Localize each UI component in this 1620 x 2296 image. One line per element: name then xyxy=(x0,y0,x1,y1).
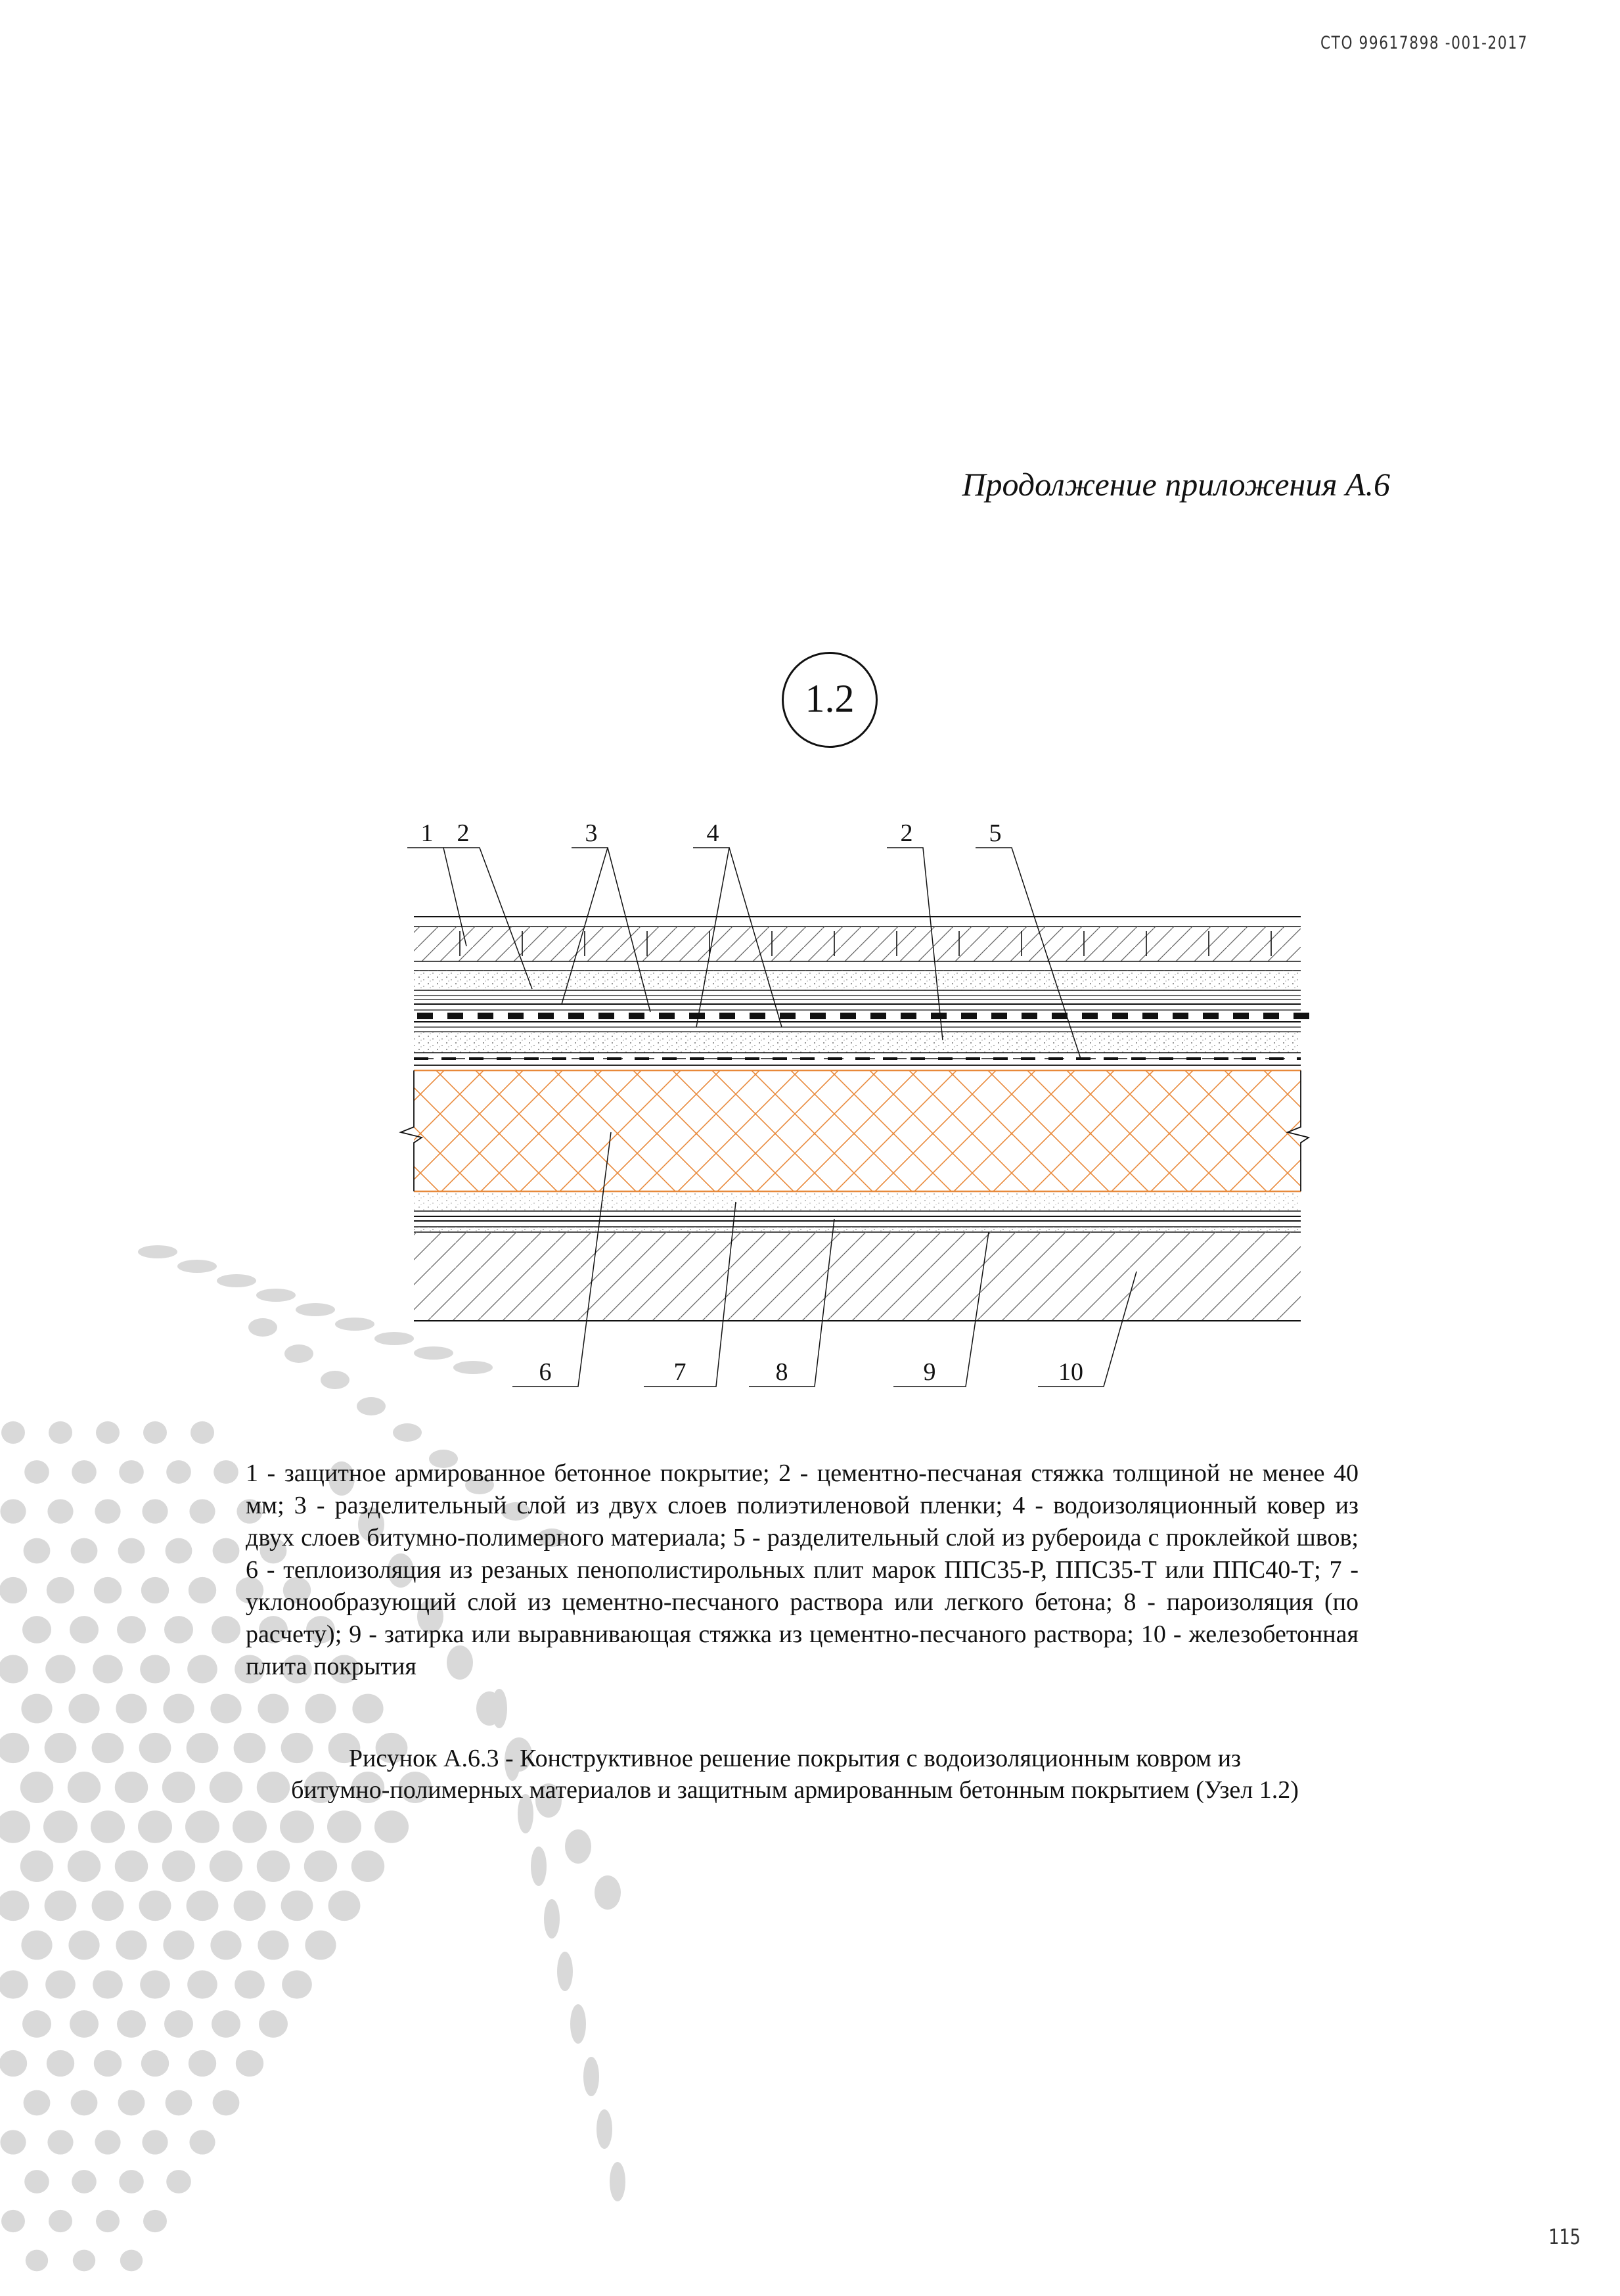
decor-dot xyxy=(68,1850,101,1882)
decor-dot xyxy=(166,2170,191,2193)
waterproofing-dash xyxy=(568,1013,584,1019)
decor-dot xyxy=(189,2050,216,2077)
decor-dot xyxy=(214,1460,238,1484)
waterproofing-dash xyxy=(961,1013,977,1019)
decor-dot xyxy=(140,1970,170,1998)
decor-dot xyxy=(24,1460,49,1484)
decor-dot xyxy=(256,1289,296,1302)
page-number: 115 xyxy=(1548,2224,1581,2249)
decor-dot xyxy=(47,1499,73,1523)
waterproofing-dash xyxy=(870,1013,886,1019)
layer-7-slope-layer xyxy=(414,1191,1301,1211)
waterproofing-dash xyxy=(659,1013,675,1019)
decor-dot xyxy=(93,1970,123,1998)
decor-dot xyxy=(305,1694,336,1724)
layer-5-separation-felt xyxy=(414,1059,1301,1065)
decor-dot xyxy=(139,1891,171,1921)
decor-dot xyxy=(531,1847,547,1886)
decor-dot xyxy=(0,1891,29,1921)
decor-dot xyxy=(258,1931,288,1960)
waterproofing-dash xyxy=(417,1013,433,1019)
decor-dot xyxy=(47,2050,74,2077)
waterproofing-dash xyxy=(991,1013,1007,1019)
decor-dot xyxy=(557,1952,573,1991)
decor-dot xyxy=(142,2130,168,2154)
decor-dot xyxy=(0,1499,26,1523)
decor-dot xyxy=(68,1931,99,1960)
waterproofing-dash xyxy=(901,1013,916,1019)
legend-text: 1 - защитное армированное бетонное покрытие; 2 - цементно-песчаная стяжка толщиной не менее 40 мм; 3 - разделительный слой из двух слоев полиэтиленовой пленки; 4 - водоизоляционный ковер из двух слоев битумно-полимерного материала; 5 - разделительный слой из рубероида с проклейкой швов; 6 - теплоизоляция из резаных пенополистирольных плит марок ППС35-Р, ППС35-Т или ППС40-Т; 7 - уклонообразующий слой из цементно-песчаного раствора или легкого бетона; 8 - пароизоляция (по расчету); 9 - затирка или выравнивающая стяжка из цементно-песчаного раствора; 10 - железобетонная плита покрытия xyxy=(246,1459,1359,1680)
figure-caption-line-2: битумно-полимерных материалов и защитным армированным бетонным покрытием (Узел 1.2) xyxy=(291,1776,1299,1804)
detail-id: 1.2 xyxy=(805,677,855,720)
waterproofing-dash xyxy=(810,1013,826,1019)
decor-dot xyxy=(120,2250,143,2272)
layer-2-screed-bottom xyxy=(414,1032,1301,1053)
decor-dot xyxy=(115,1850,148,1882)
waterproofing-dash xyxy=(1203,1013,1219,1019)
decor-dot xyxy=(213,2090,240,2116)
decor-dot xyxy=(49,1421,72,1444)
callout-4: 4 xyxy=(706,819,719,847)
decor-dot xyxy=(210,1850,242,1882)
decor-dot xyxy=(321,1371,349,1389)
decor-dot xyxy=(189,1577,216,1603)
decor-dot xyxy=(119,1460,144,1484)
decor-dot xyxy=(95,1499,120,1523)
decor-dot xyxy=(70,1616,99,1643)
decor-dot xyxy=(68,1694,99,1724)
callout-9: 9 xyxy=(923,1358,936,1386)
roof-section-drawing xyxy=(381,818,1327,1396)
decor-dot xyxy=(92,1891,124,1921)
decor-dot xyxy=(142,1499,168,1523)
decor-dot xyxy=(248,1318,277,1337)
decor-dot xyxy=(217,1274,256,1287)
decor-dot xyxy=(166,1538,192,1564)
decor-dot xyxy=(162,1850,195,1882)
callout-2a: 2 xyxy=(457,819,470,847)
decor-dot xyxy=(20,1850,53,1882)
decor-dot xyxy=(24,2090,51,2116)
decor-dot xyxy=(71,1538,98,1564)
figure-caption xyxy=(217,1743,1373,1806)
waterproofing-dash xyxy=(1263,1013,1279,1019)
decor-dot xyxy=(139,1733,171,1763)
decor-dot xyxy=(91,1810,125,1843)
decor-dot xyxy=(610,2162,625,2201)
waterproofing-dash xyxy=(931,1013,947,1019)
decor-dot xyxy=(24,2170,49,2193)
decor-dot xyxy=(234,1891,266,1921)
decor-dot xyxy=(70,2010,99,2038)
decor-dot xyxy=(45,1970,76,1998)
decor-dot xyxy=(162,1772,195,1803)
decor-dot xyxy=(166,2090,192,2116)
decor-dot xyxy=(304,1850,337,1882)
layer-8-vapour-barrier xyxy=(414,1216,1301,1221)
decor-dot xyxy=(72,2170,97,2193)
decor-dot xyxy=(374,1810,409,1843)
decor-dot xyxy=(45,1655,76,1683)
decor-dot xyxy=(393,1423,422,1442)
decor-dot xyxy=(212,1616,240,1643)
decor-dot xyxy=(0,1577,27,1603)
decor-dot xyxy=(72,1460,97,1484)
decor-dot xyxy=(73,2250,95,2272)
decor-dot xyxy=(95,2130,120,2154)
decor-dot xyxy=(1,2210,25,2232)
layer-9-levelling-screed xyxy=(414,1227,1301,1232)
waterproofing-dash xyxy=(1142,1013,1158,1019)
decor-dot xyxy=(143,2210,167,2232)
decor-dot xyxy=(22,1616,51,1643)
decor-dot xyxy=(118,1538,145,1564)
decor-dot xyxy=(213,1538,240,1564)
decor-dot xyxy=(583,2057,599,2096)
decor-dot xyxy=(235,1970,265,1998)
decor-dot xyxy=(0,1655,28,1683)
decor-dot xyxy=(187,1733,219,1763)
decor-dot xyxy=(115,1772,148,1803)
waterproofing-dash xyxy=(689,1013,705,1019)
decor-dot xyxy=(92,1733,124,1763)
decor-dot xyxy=(210,1931,241,1960)
decor-dot xyxy=(143,1421,167,1444)
decor-dot xyxy=(138,1810,172,1843)
decor-dot xyxy=(351,1850,384,1882)
continuation-title: Продолжение приложения А.6 xyxy=(962,466,1390,503)
decor-dot xyxy=(596,2109,612,2149)
waterproofing-dash xyxy=(538,1013,554,1019)
decor-dot xyxy=(476,1691,503,1726)
decor-dot xyxy=(595,1875,621,1910)
decor-dot xyxy=(191,1421,214,1444)
decor-dot xyxy=(236,2050,263,2077)
decor-dot xyxy=(257,1850,290,1882)
decor-dot xyxy=(94,1577,122,1603)
decor-dot xyxy=(187,1655,217,1683)
decor-dot xyxy=(45,1891,77,1921)
decor-dot xyxy=(118,2090,145,2116)
decor-dot xyxy=(177,1260,217,1273)
decor-dot xyxy=(0,2130,26,2154)
decor-dot xyxy=(0,1733,29,1763)
decor-dot xyxy=(117,2010,146,2038)
decor-dot xyxy=(20,1772,53,1803)
decor-dot xyxy=(21,1694,52,1724)
decor-dot xyxy=(0,1810,30,1843)
layer-1-reinforced-concrete xyxy=(414,917,1301,961)
decor-dot xyxy=(93,1655,123,1683)
decor-dot xyxy=(138,1245,177,1258)
callout-6: 6 xyxy=(539,1358,552,1386)
decor-dot xyxy=(189,2130,215,2154)
document-code: СТО 99617898 -001-2017 xyxy=(1320,33,1528,53)
layer-10-rc-slab xyxy=(414,1232,1301,1321)
decor-dot xyxy=(570,2004,586,2044)
decor-dot xyxy=(258,1694,288,1724)
decor-dot xyxy=(26,2250,48,2272)
layer-2-screed-top xyxy=(414,971,1301,990)
decor-dot xyxy=(24,1538,51,1564)
decor-dot xyxy=(233,1810,267,1843)
decor-dot xyxy=(94,2050,122,2077)
decor-dot xyxy=(185,1810,219,1843)
detail-id-badge xyxy=(782,652,878,748)
callout-5: 5 xyxy=(989,819,1002,847)
waterproofing-dash xyxy=(840,1013,856,1019)
decor-dot xyxy=(117,1616,146,1643)
decor-dot xyxy=(1,1421,25,1444)
decor-dot xyxy=(141,1577,169,1603)
layer-6-insulation xyxy=(401,1070,1309,1191)
decor-dot xyxy=(45,1733,77,1763)
decor-dot xyxy=(305,1931,336,1960)
decor-dot xyxy=(187,1891,219,1921)
decor-dot xyxy=(116,1931,146,1960)
decor-dot xyxy=(187,1970,217,1998)
decor-dot xyxy=(280,1810,314,1843)
waterproofing-dash xyxy=(598,1013,614,1019)
decor-dot xyxy=(140,1655,170,1683)
decor-dot xyxy=(296,1303,335,1316)
decor-dot xyxy=(0,1970,28,1998)
decor-dot xyxy=(164,2010,193,2038)
decor-dot xyxy=(68,1772,101,1803)
callout-3: 3 xyxy=(585,819,598,847)
decor-dot xyxy=(282,1970,312,1998)
decor-dot xyxy=(166,1460,191,1484)
callout-10: 10 xyxy=(1058,1358,1083,1386)
waterproofing-dash xyxy=(1233,1013,1249,1019)
decor-dot xyxy=(163,1694,194,1724)
waterproofing-dash xyxy=(719,1013,735,1019)
decor-dot xyxy=(565,1829,591,1864)
waterproofing-dash xyxy=(780,1013,796,1019)
layer-3-4-films-waterproofing xyxy=(414,996,1309,1032)
callout-2b: 2 xyxy=(900,819,913,847)
decor-dot xyxy=(47,2130,73,2154)
decor-dot xyxy=(259,2010,288,2038)
waterproofing-dash xyxy=(1173,1013,1188,1019)
decor-dot xyxy=(47,1577,74,1603)
decor-dot xyxy=(71,2090,98,2116)
decor-dot xyxy=(544,1899,560,1939)
decor-dot xyxy=(96,2210,120,2232)
decor-dot xyxy=(22,2010,51,2038)
decor-dot xyxy=(0,2050,27,2077)
decor-dot xyxy=(163,1931,194,1960)
decor-dot xyxy=(212,2010,240,2038)
decor-dot xyxy=(327,1810,361,1843)
decor-dot xyxy=(210,1694,241,1724)
decor-dot xyxy=(284,1344,313,1363)
decor-dot xyxy=(21,1931,52,1960)
waterproofing-dash xyxy=(1082,1013,1098,1019)
waterproofing-dash xyxy=(508,1013,524,1019)
decor-dot xyxy=(116,1694,146,1724)
decor-dot xyxy=(96,1421,120,1444)
decor-dot xyxy=(43,1810,78,1843)
decor-dot xyxy=(141,2050,169,2077)
decor-dot xyxy=(49,2210,72,2232)
decor-dot xyxy=(164,1616,193,1643)
figure-caption-line-1: Рисунок А.6.3 - Конструктивное решение покрытия с водоизоляционным ковром из xyxy=(348,1745,1242,1772)
decor-dot xyxy=(328,1891,361,1921)
waterproofing-dash xyxy=(478,1013,493,1019)
callout-8: 8 xyxy=(775,1358,788,1386)
decor-dot xyxy=(352,1694,383,1724)
waterproofing-dash xyxy=(629,1013,644,1019)
decor-dot xyxy=(335,1318,374,1331)
callout-7: 7 xyxy=(673,1358,686,1386)
waterproofing-dash xyxy=(1052,1013,1068,1019)
waterproofing-dash xyxy=(1112,1013,1128,1019)
callout-1: 1 xyxy=(420,819,434,847)
waterproofing-dash xyxy=(447,1013,463,1019)
decor-dot xyxy=(189,1499,215,1523)
waterproofing-dash xyxy=(750,1013,765,1019)
decor-dot xyxy=(119,2170,144,2193)
decor-dot xyxy=(357,1397,386,1415)
decor-dot xyxy=(281,1891,313,1921)
waterproofing-dash xyxy=(1022,1013,1037,1019)
waterproofing-dash xyxy=(1294,1013,1309,1019)
